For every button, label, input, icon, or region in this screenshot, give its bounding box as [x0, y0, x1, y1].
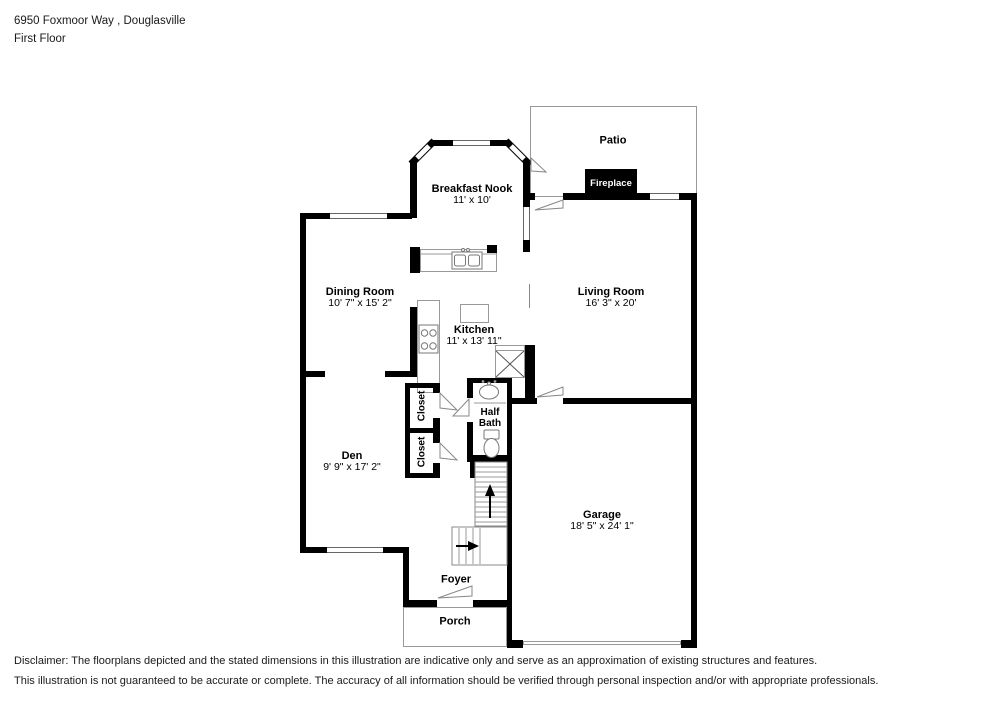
- half-bath-door-swing-icon: [453, 399, 469, 416]
- disclaimer-line-2: This illustration is not guaranteed to be accurate or complete. The accuracy of all information should be verified through personal inspection and/or with appropriate professionals.: [14, 675, 879, 687]
- garage-door-swing-icon: [537, 387, 563, 397]
- front-door-swing-icon: [438, 586, 472, 598]
- x-box-icon: [496, 351, 524, 377]
- fireplace-label: Fireplace: [590, 177, 632, 189]
- nook-patio-door-swing-icon: [531, 158, 546, 172]
- closet-door-swing-icon: [440, 443, 457, 460]
- room-label-patio: Patio: [599, 134, 627, 147]
- address-title: 6950 Foxmoor Way , Douglasville: [14, 15, 186, 27]
- bath-sink-icon: [474, 381, 506, 404]
- kitchen-sink-icon: [420, 249, 497, 270]
- floor-title: First Floor: [14, 33, 66, 45]
- closet-door-swing-icon: [440, 393, 457, 410]
- stairs-up-icon: [475, 462, 507, 526]
- room-label-den: Den 9' 9" x 17' 2": [323, 450, 381, 473]
- room-label-dining-room: Dining Room 10' 7" x 15' 2": [325, 286, 395, 309]
- room-label-foyer: Foyer: [441, 573, 471, 586]
- stairs-landing-icon: [452, 527, 507, 565]
- bay-window-walls: [411, 141, 530, 165]
- room-label-living-room: Living Room 16' 3" x 20': [577, 286, 645, 309]
- room-label-breakfast-nook: Breakfast Nook 11' x 10': [431, 183, 513, 206]
- stove-icon: [419, 325, 438, 353]
- room-label-closet-upper: Closet: [416, 390, 428, 422]
- patio-door-swing-icon: [535, 200, 563, 210]
- toilet-icon: [484, 430, 499, 458]
- disclaimer-line-1: Disclaimer: The floorplans depicted and the stated dimensions in this illustration are indicative only and serve as an approximation of existing structures and features.: [14, 655, 818, 667]
- room-label-kitchen: Kitchen 11' x 13' 11": [446, 324, 502, 347]
- room-label-closet-lower: Closet: [416, 436, 428, 468]
- room-label-porch: Porch: [439, 615, 471, 628]
- room-label-garage: Garage 18' 5" x 24' 1": [570, 509, 634, 532]
- room-label-half-bath: Half Bath: [478, 407, 502, 429]
- fireplace: [585, 169, 637, 197]
